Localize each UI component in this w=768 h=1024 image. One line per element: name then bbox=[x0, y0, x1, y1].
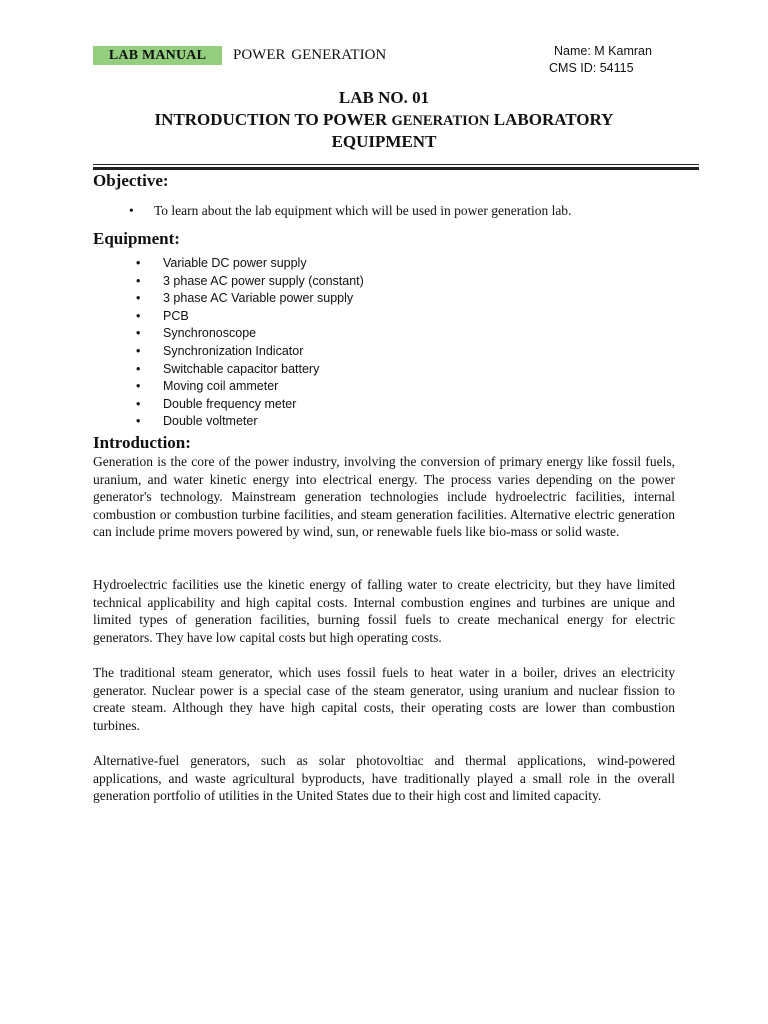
objective-list bbox=[129, 202, 571, 220]
lab-title-line-2 bbox=[93, 109, 675, 132]
equipment-item: • Double voltmeter bbox=[136, 413, 364, 431]
lab-manual-badge: LAB MANUAL bbox=[93, 46, 222, 65]
equipment-item: • Synchronoscope bbox=[136, 325, 364, 343]
equipment-item: • Switchable capacitor battery bbox=[136, 361, 364, 379]
equipment-item: • PCB bbox=[136, 308, 364, 326]
intro-paragraph-4: Alternative-fuel generators, such as solar photovoltiac and thermal applications, wind-powered applications, and waste agricultural byproducts, have traditionally played a small role in the overall generation portfolio of utilities in the United States due to their high cost and limited capacity. bbox=[93, 753, 675, 804]
introduction-heading: Introduction: bbox=[93, 433, 191, 452]
student-name: Name: M Kamran bbox=[554, 44, 652, 58]
subject-title: POWER GENERATION bbox=[233, 47, 387, 63]
cms-id: CMS ID: 54115 bbox=[549, 61, 634, 75]
header-divider-thin bbox=[93, 164, 699, 165]
intro-paragraph-3: The traditional steam generator, which uses fossil fuels to heat water in a boiler, drives an electricity generator. Nuclear power is a special case of the steam generator, using uranium and nuclear fission to create steam. Although they have high capital costs, their operating costs are lower than combustion turbines. bbox=[93, 665, 675, 733]
equipment-item: • Variable DC power supply bbox=[136, 255, 364, 273]
equipment-list bbox=[136, 255, 364, 431]
equipment-heading: Equipment: bbox=[93, 229, 180, 248]
title-part-b: GENERATION bbox=[391, 113, 490, 129]
equipment-item: • Double frequency meter bbox=[136, 396, 364, 414]
equipment-item: • 3 phase AC Variable power supply bbox=[136, 290, 364, 308]
header-divider-thick bbox=[93, 167, 699, 170]
intro-paragraph-2: Hydroelectric facilities use the kinetic energy of falling water to create electricity, but they have limited technical applicability and high capital costs. Internal combustion engines and turbines are unique and limited types of generation facilities, burning fossil fuels to create mechanical energy for electric generators. They have low capital costs but high operating costs. bbox=[93, 577, 675, 645]
lab-title-line-3: EQUIPMENT bbox=[331, 132, 437, 151]
equipment-item: • Moving coil ammeter bbox=[136, 378, 364, 396]
objective-item: • To learn about the lab equipment which will be used in power generation lab. bbox=[129, 202, 571, 220]
intro-paragraph-1: Generation is the core of the power industry, involving the conversion of primary energy like fossil fuels, uranium, and water kinetic energy into electrical energy. The process varies depending on the power generator's technology. Mainstream generation technologies include hydroelectric facilities, internal combustion or combustion turbine facilities, and steam generation facilities. Alternative electric generation can include prime movers powered by wind, sun, or renewable fuels like bio-mass or solid waste. bbox=[93, 454, 675, 540]
equipment-item: • Synchronization Indicator bbox=[136, 343, 364, 361]
lab-number-title: LAB NO. 01 bbox=[338, 88, 430, 107]
title-part-c: LABORATORY bbox=[489, 110, 614, 129]
title-part-a: INTRODUCTION TO POWER bbox=[154, 110, 392, 129]
equipment-item: • 3 phase AC power supply (constant) bbox=[136, 273, 364, 291]
objective-heading: Objective: bbox=[93, 171, 169, 190]
